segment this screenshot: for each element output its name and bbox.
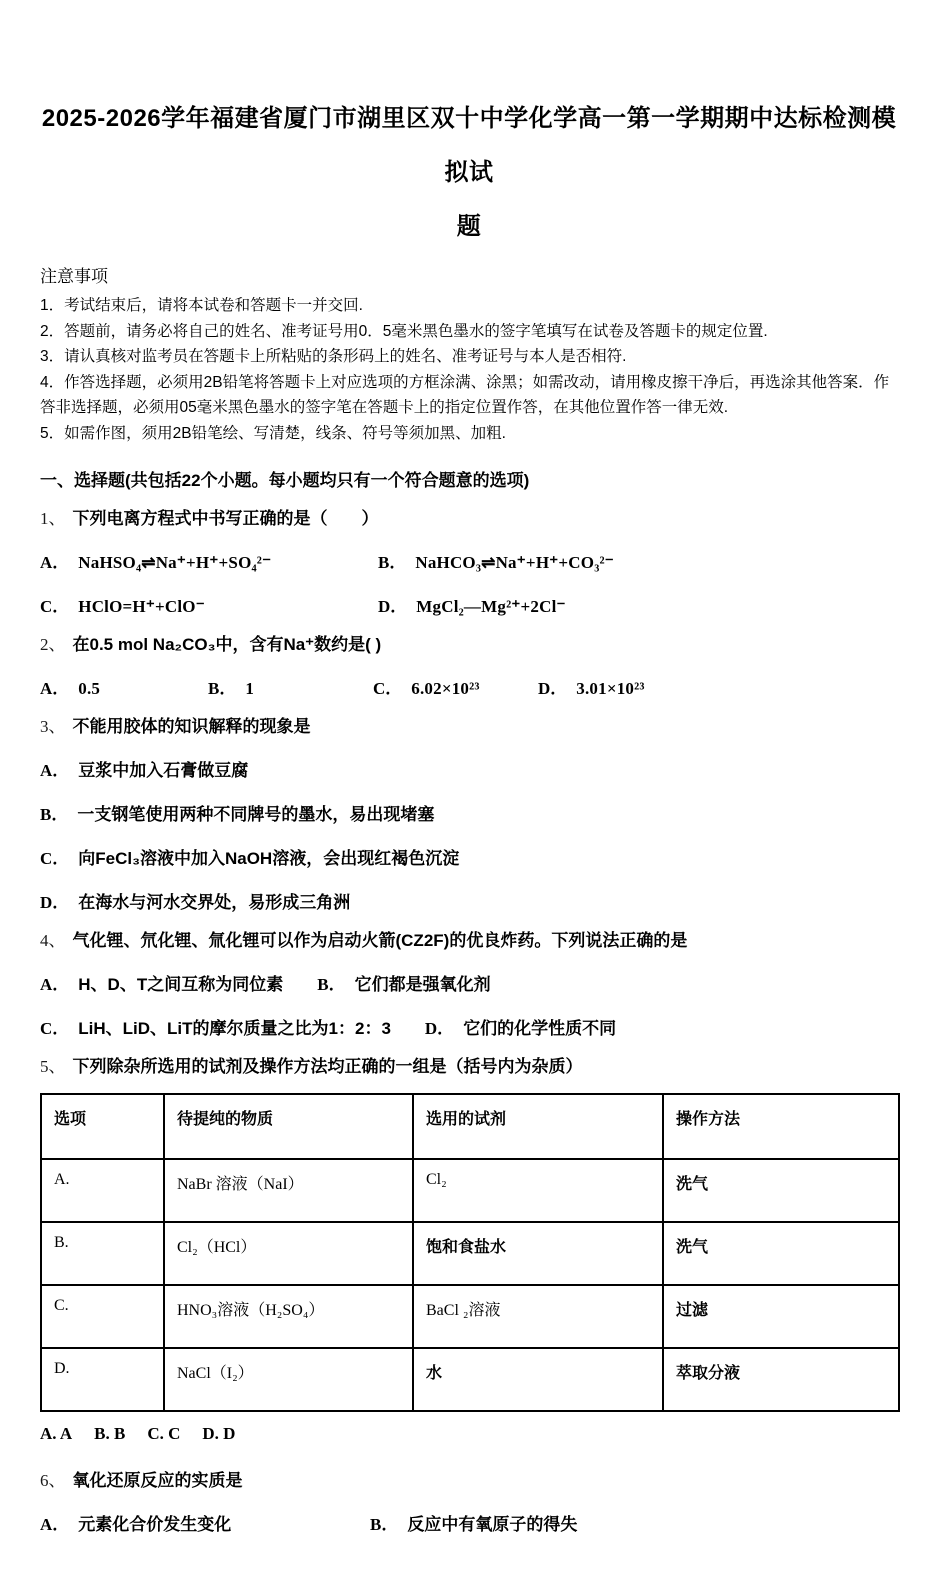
option-text: H、D、T之间互称为同位素 [78, 975, 284, 994]
notice-heading: 注意事项 [40, 267, 108, 286]
option-label: C． [40, 1019, 70, 1038]
table-cell-substance: HNO₃溶液（H₂SO₄） [164, 1285, 413, 1348]
question-2-options [40, 674, 898, 699]
notice-item: 3．请认真核对监考员在答题卡上所粘贴的条形码上的姓名、准考证号与本人是否相符. [40, 348, 627, 365]
option-text: LiH、LiD、LiT的摩尔质量之比为1：2：3 [78, 1019, 391, 1038]
table-cell-option: D. [41, 1348, 164, 1411]
option-label: C． [373, 679, 403, 698]
option-text: 元素化合价发生变化 [78, 1515, 232, 1534]
option-a [40, 970, 283, 995]
option-label: B． [378, 553, 407, 572]
option-b [317, 970, 490, 995]
question-number: 1、 [40, 509, 66, 528]
table-header-option: 选项 [41, 1094, 164, 1159]
option-label: B． [370, 1515, 399, 1534]
option-text: 它们的化学性质不同 [463, 1019, 617, 1038]
notice-item: 4．作答选择题，必须用2B铅笔将答题卡上对应选项的方框涂满、涂黑；如需改动，请用橡皮擦干净后，再选涂其他答案．作答非选择题，必须用05毫米黑色墨水的签字笔在答题卡上的指定位置作答，在其他位置作答一律无效. [40, 373, 890, 416]
question-text: 不能用胶体的知识解释的现象是 [72, 717, 311, 736]
notice-item: 1．考试结束后，请将本试卷和答题卡一并交回. [40, 297, 363, 314]
question-3-stem [40, 712, 898, 737]
option-text: HClO=H⁺+ClO⁻ [78, 597, 205, 616]
table-cell-reagent: 水 [413, 1348, 663, 1411]
option-text: 在海水与河水交界处，易形成三角洲 [78, 893, 351, 912]
option-text: 它们都是强氧化剂 [354, 975, 491, 994]
question-5-answer-options [40, 1424, 898, 1444]
option-d [378, 592, 898, 617]
question-4-options-row-1 [40, 970, 898, 995]
option-label: A． [40, 1515, 70, 1534]
table-cell-option: B. [41, 1222, 164, 1285]
option-label: D． [40, 893, 70, 912]
table-cell-method: 洗气 [663, 1159, 899, 1222]
option-b [208, 674, 373, 699]
question-text: 气化锂、氘化锂、氚化锂可以作为启动火箭(CZ2F)的优良炸药。下列说法正确的是 [72, 931, 688, 950]
page-title-line-1: 2025-2026学年福建省厦门市湖里区双十中学化学高一第一学期期中达标检测模拟试 [41, 105, 897, 186]
question-text: 在0.5 mol Na₂CO₃中，含有Na⁺数约是( ) [72, 635, 382, 654]
option-b [378, 548, 898, 573]
table-cell-reagent: Cl₂ [413, 1159, 663, 1222]
option-a [40, 756, 898, 781]
table-cell-substance: NaCl（I₂） [164, 1348, 413, 1411]
option-text: 反应中有氧原子的得失 [407, 1515, 578, 1534]
question-2-stem [40, 630, 898, 655]
option-label: A． [40, 679, 70, 698]
option-label: D． [424, 1019, 455, 1038]
option-text: NaHSO₄⇌Na⁺+H⁺+SO₄²⁻ [78, 553, 272, 572]
option-b [370, 1510, 898, 1535]
notice-item: 5．如需作图，须用2B铅笔绘、写清楚，线条、符号等须加黑、加粗. [40, 424, 506, 442]
option-label: C． [40, 849, 70, 868]
question-1-options-row-2 [40, 592, 898, 617]
table-cell-option: C. [41, 1285, 164, 1348]
table-cell-reagent: 饱和食盐水 [413, 1222, 663, 1285]
question-number: 4、 [40, 931, 66, 950]
option-label: A． [40, 553, 70, 572]
table-row [41, 1159, 899, 1222]
notice-list [40, 293, 898, 446]
answer-option-b: B. B [94, 1424, 126, 1443]
answer-option-a: A. A [40, 1424, 73, 1443]
option-text: MgCl₂—Mg²⁺+2Cl⁻ [416, 597, 566, 616]
question-6-options [40, 1510, 898, 1535]
option-d [40, 888, 898, 913]
purification-table [40, 1093, 900, 1412]
page-title-line-2: 题 [456, 213, 482, 240]
question-number: 2、 [40, 635, 66, 654]
question-4-options-row-2 [40, 1014, 898, 1039]
answer-option-c: C. C [147, 1424, 181, 1443]
option-c [373, 674, 538, 699]
option-c [40, 1014, 391, 1039]
answer-option-d: D. D [202, 1424, 236, 1443]
option-a [40, 674, 208, 699]
option-d [538, 674, 898, 699]
option-text: 6.02×10²³ [411, 679, 480, 698]
question-5-stem [40, 1052, 898, 1077]
table-cell-reagent: BaCl ₂溶液 [413, 1285, 663, 1348]
table-header-substance: 待提纯的物质 [164, 1094, 413, 1159]
question-text: 氧化还原反应的实质是 [72, 1471, 243, 1490]
table-header-reagent: 选用的试剂 [413, 1094, 663, 1159]
section-heading: 一、选择题(共包括22个小题。每小题均只有一个符合题意的选项) [40, 471, 530, 490]
question-number: 3、 [40, 717, 66, 736]
table-cell-substance: Cl₂（HCl） [164, 1222, 413, 1285]
option-text: NaHCO₃⇌Na⁺+H⁺+CO₃²⁻ [415, 553, 614, 572]
question-text: 下列除杂所选用的试剂及操作方法均正确的一组是（括号内为杂质） [72, 1057, 583, 1076]
option-text: 1 [245, 679, 255, 698]
table-cell-method: 萃取分液 [663, 1348, 899, 1411]
table-row [41, 1222, 899, 1285]
option-text: 0.5 [78, 679, 101, 698]
table-cell-method: 过滤 [663, 1285, 899, 1348]
table-cell-option: A. [41, 1159, 164, 1222]
question-1-stem [40, 504, 898, 529]
notice-item: 2．答题前，请务必将自己的姓名、准考证号用0．5毫米黑色墨水的签字笔填写在试卷及答题卡的规定位置. [40, 322, 768, 340]
option-label: B． [317, 975, 346, 994]
question-text: 下列电离方程式中书写正确的是（ ） [72, 509, 379, 528]
option-label: A． [40, 975, 70, 994]
option-text: 向FeCl₃溶液中加入NaOH溶液，会出现红褐色沉淀 [78, 849, 460, 868]
option-label: A． [40, 761, 70, 780]
question-3-options [40, 756, 898, 913]
option-label: D． [378, 597, 408, 616]
table-cell-method: 洗气 [663, 1222, 899, 1285]
option-text: 一支钢笔使用两种不同牌号的墨水，易出现堵塞 [77, 805, 435, 824]
option-label: C． [40, 597, 70, 616]
table-header-method: 操作方法 [663, 1094, 899, 1159]
page-title [40, 92, 898, 254]
table-cell-substance: NaBr 溶液（NaI） [164, 1159, 413, 1222]
question-number: 6、 [40, 1471, 66, 1490]
option-d [425, 1014, 616, 1039]
option-label: B． [208, 679, 237, 698]
option-a [40, 1510, 370, 1535]
option-label: D． [538, 679, 568, 698]
table-header-row [41, 1094, 899, 1159]
question-4-stem [40, 926, 898, 951]
option-text: 豆浆中加入石膏做豆腐 [78, 761, 249, 780]
question-1-options-row-1 [40, 548, 898, 573]
table-row [41, 1285, 899, 1348]
option-c [40, 844, 898, 869]
option-label: B． [40, 805, 69, 824]
option-b [40, 800, 898, 825]
option-text: 3.01×10²³ [576, 679, 645, 698]
option-c [40, 592, 378, 617]
option-a [40, 548, 378, 573]
question-6-stem [40, 1466, 898, 1491]
table-row [41, 1348, 899, 1411]
question-number: 5、 [40, 1057, 66, 1076]
